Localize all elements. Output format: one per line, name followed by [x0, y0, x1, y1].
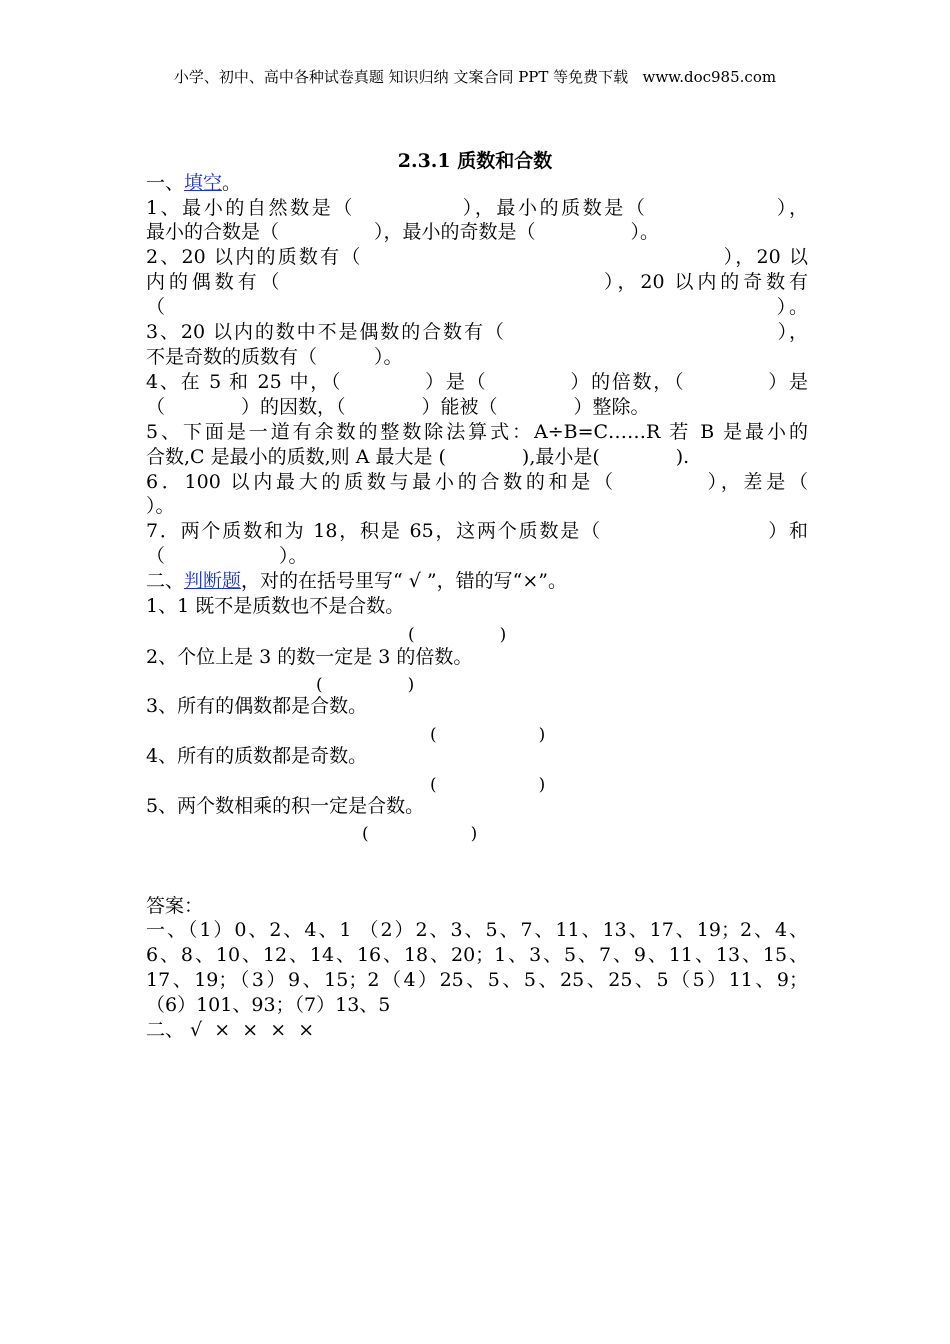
judge-item: 3、所有的偶数都是合数。: [146, 695, 368, 717]
section2-heading: [146, 569, 567, 593]
judge-item: 4、所有的质数都是奇数。: [146, 745, 368, 767]
fill-line: 4、在 5 和 25 中，（ ）是（ ）的倍数，（ ）是: [146, 371, 808, 393]
page-title: 2.3.1 质数和合数: [397, 150, 553, 172]
answer-line: （6）101、93；（7）13、5: [146, 994, 391, 1016]
section1-heading: [146, 171, 241, 195]
fill-line: 6．100 以内最大的质数与最小的合数的和是（ ），差是（: [146, 471, 808, 493]
answer-line: 17、19；（3）9、15；2（4）25、5、5、25、25、5（5）11、9；: [146, 969, 808, 991]
answer-line: 二、 √ × × × ×: [146, 1019, 315, 1041]
section2-suffix: ，对的在括号里写“ √ ”，错的写“×”。: [241, 570, 567, 592]
fill-line: 内的偶数有（ ），20 以内的奇数有: [146, 271, 808, 293]
fill-line: 3、20 以内的数中不是偶数的合数有（ ），: [146, 321, 808, 343]
judge-item: 2、个位上是 3 的数一定是 3 的倍数。: [146, 646, 473, 668]
fill-line: 最小的合数是（ ），最小的奇数是（ ）。: [146, 221, 660, 243]
answer-line: 一、（1）0、2、4、1 （2）2、3、5、7、11、13、17、19；2、4、: [146, 919, 808, 941]
fill-line: 1、最小的自然数是（ ），最小的质数是（ ），: [146, 197, 808, 219]
section1-prefix: 一、: [146, 172, 185, 194]
section1-link[interactable]: 填空: [184, 172, 223, 194]
judge-answer-bracket[interactable]: ( ): [362, 824, 478, 844]
answer-line: 6、8、10、12、14、16、18、20；1、3、5、7、9、11、13、15、: [146, 944, 808, 966]
judge-answer-bracket[interactable]: ( ): [408, 625, 507, 645]
fill-line: （ ）。: [146, 296, 808, 318]
fill-line: 2、20 以内的质数有（ ），20 以: [146, 246, 808, 268]
judge-item: 1、1 既不是质数也不是合数。: [146, 595, 405, 617]
fill-line: （ ）。: [146, 545, 308, 567]
judge-answer-bracket[interactable]: ( ): [430, 775, 546, 795]
fill-line: 不是奇数的质数有（ ）。: [146, 346, 403, 368]
fill-line: 合数,C 是最小的质数,则 A 最大是 ( ),最小是( ).: [146, 446, 690, 468]
fill-line: （ ）的因数，（ ）能被（ ）整除。: [146, 396, 650, 418]
section2-link[interactable]: 判断题: [184, 570, 242, 592]
section2-prefix: 二、: [146, 570, 185, 592]
fill-line: ）。: [146, 495, 175, 517]
answers-label: 答案：: [146, 895, 204, 917]
judge-answer-bracket[interactable]: ( ): [316, 675, 415, 695]
fill-line: 7．两个质数和为 18，积是 65，这两个质数是（ ）和: [146, 520, 808, 542]
section1-suffix: 。: [222, 172, 242, 194]
judge-item: 5、两个数相乘的积一定是合数。: [146, 795, 425, 817]
fill-line: 5、下面是一道有余数的整数除法算式：A÷B=C……R 若 B 是最小的: [146, 421, 808, 443]
judge-answer-bracket[interactable]: ( ): [430, 725, 546, 745]
page-header: 小学、初中、高中各种试卷真题 知识归纳 文案合同 PPT 等免费下载 www.doc985.com: [173, 68, 777, 86]
